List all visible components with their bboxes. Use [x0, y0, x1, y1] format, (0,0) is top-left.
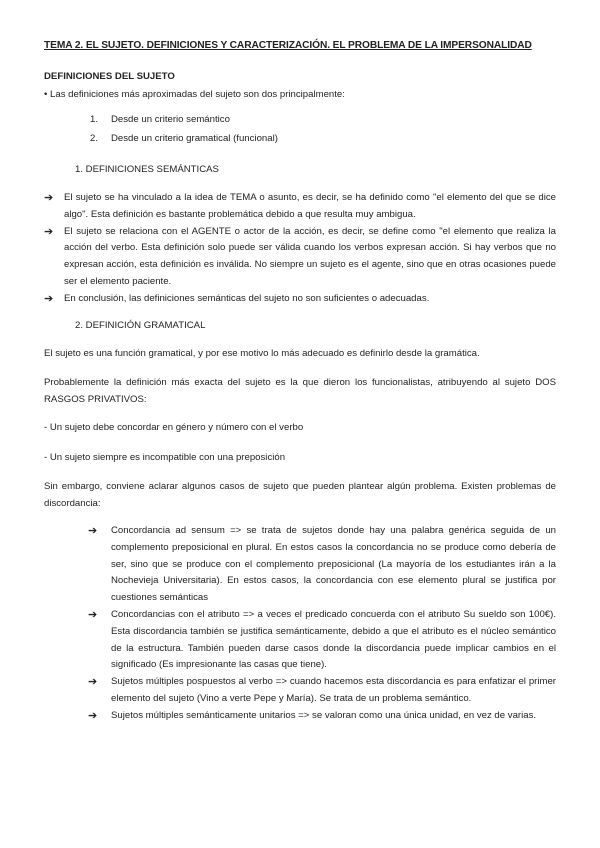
list-text: Desde un criterio semántico	[111, 114, 230, 125]
list-item	[44, 224, 556, 291]
discordance-cases	[88, 523, 556, 725]
list-item	[88, 523, 556, 607]
list-item	[88, 607, 556, 674]
case-text: Sujetos múltiples pospuestos al verbo => cuando hacemos esta discordancia es para enfatizar el primer elemento del sujeto (Vino a verte Pepe y María). Se trata de un problema semántico.	[111, 676, 556, 704]
list-text: Desde un criterio gramatical (funcional)	[111, 133, 278, 144]
list-item	[90, 112, 278, 131]
section-heading-definitions: DEFINICIONES DEL SUJETO	[44, 71, 175, 82]
bullet-text: El sujeto se relaciona con el AGENTE o actor de la acción, es decir, se define como "el elemento que realiza la acción del verbo. Esta definición solo puede ser válida cuando los verbos expresan acción. Si hay verbos que no expresan acción, esta definición es inválida. No siempre un sujeto es el agente, sino que en otras ocasiones puede ser el elemento paciente.	[64, 225, 556, 287]
paragraph: Probablemente la definición más exacta del sujeto es la que dieron los funcionalistas, atribuyendo al sujeto DOS RASGOS PRIVATIVOS:	[44, 377, 556, 405]
arrow-right-icon: ➔	[88, 525, 98, 537]
list-item	[88, 708, 556, 725]
semantic-bullets	[44, 190, 556, 308]
subheading-grammatical: 2. DEFINICIÓN GRAMATICAL	[75, 320, 206, 331]
arrow-right-icon: ➔	[44, 192, 54, 204]
trait-item: - Un sujeto debe concordar en género y número con el verbo	[44, 422, 304, 433]
paragraph: Sin embargo, conviene aclarar algunos casos de sujeto que pueden plantear algún problema. Existen problemas de discordancia:	[44, 481, 556, 509]
case-text: Concordancias con el atributo => a veces el predicado concuerda con el atributo Su sueldo son 100€). Esta discordancia también se justifica semánticamente, debido a que el atributo es el núcleo semántico de la estructura. También pueden darse casos donde la discordancia puede implicar cambios en el significado (Es impresionante las casas que tiene).	[111, 608, 556, 671]
case-text: Sujetos múltiples semánticamente unitarios => se valoran como una única unidad, en vez de varias.	[111, 709, 537, 721]
bullet-text: El sujeto se ha vinculado a la idea de TEMA o asunto, es decir, se ha definido como "el elemento del que se dice algo". Esta definición es bastante problemática debido a que resulta muy ambigua.	[64, 192, 556, 220]
arrow-right-icon: ➔	[44, 225, 54, 238]
arrow-right-icon: ➔	[88, 608, 98, 621]
list-number: 1.	[90, 114, 99, 125]
arrow-right-icon: ➔	[88, 709, 98, 722]
page-title: TEMA 2. EL SUJETO. DEFINICIONES Y CARACTERIZACIÓN. EL PROBLEMA DE LA IMPERSONALIDAD	[44, 40, 532, 51]
criteria-list	[90, 112, 278, 150]
list-number: 2.	[90, 133, 99, 144]
list-item	[88, 674, 556, 708]
arrow-right-icon: ➔	[44, 292, 54, 305]
arrow-right-icon: ➔	[88, 676, 98, 689]
list-item	[90, 131, 278, 150]
trait-item: - Un sujeto siempre es incompatible con una preposición	[44, 452, 286, 463]
subheading-semantic: 1. DEFINICIONES SEMÁNTICAS	[75, 164, 219, 175]
intro-paragraph: • Las definiciones más aproximadas del sujeto son dos principalmente:	[44, 89, 345, 100]
paragraph: El sujeto es una función gramatical, y por ese motivo lo más adecuado es definirlo desde la gramática.	[44, 348, 480, 359]
bullet-text: En conclusión, las definiciones semánticas del sujeto no son suficientes o adecuadas.	[64, 292, 430, 304]
list-item	[44, 190, 556, 224]
list-item	[44, 291, 556, 308]
case-text: Concordancia ad sensum => se trata de sujetos donde hay una palabra genérica seguida de un complemento preposicional en plural. En estos casos la concordancia no se produce como debería de ser, sino que se produce con el complemento preposicional (La mayoría de los estudiantes irán a la Nochevieja Universitaria). En estos casos, la concordancia con ese elemento plural se justifica por cuestiones semánticas	[111, 525, 556, 604]
